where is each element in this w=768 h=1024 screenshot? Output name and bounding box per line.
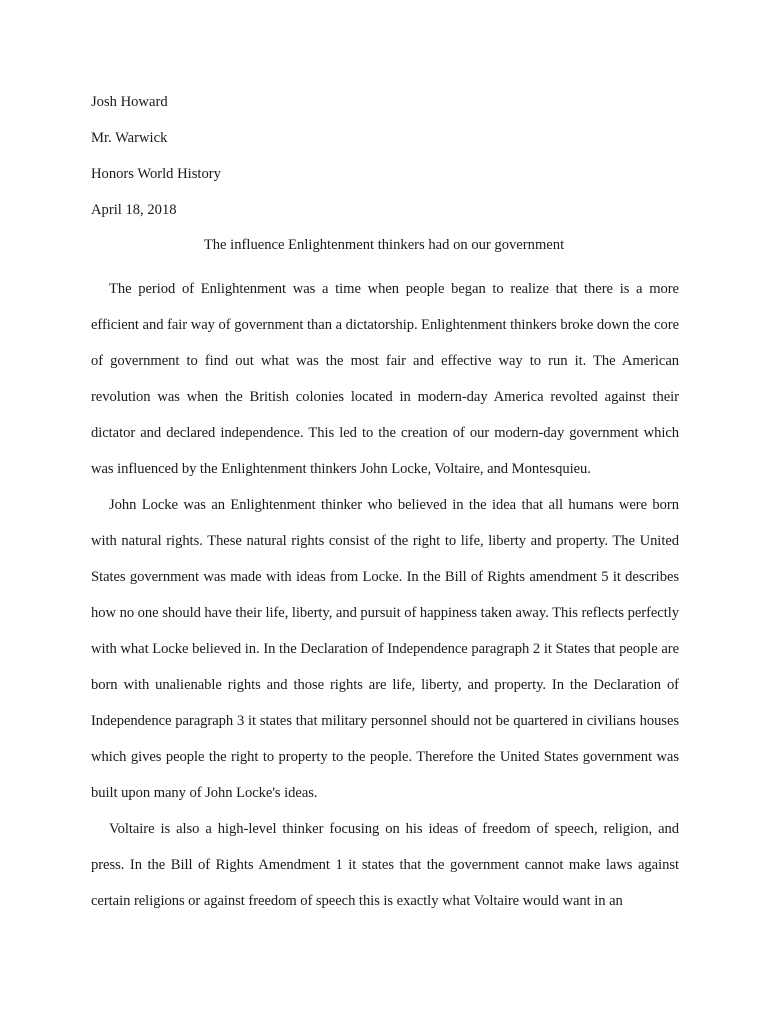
paragraph-1: The period of Enlightenment was a time when people began to realize that there is a more efficient and fair way of government than a dictatorship. Enlightenment thinkers broke down the core of government to find out what was the most fair and effective way to run it. The American revolution was when the British colonies located in modern-day America revolted against their dictator and declared independence. This led to the creation of our modern-day government which was influenced by the Enlightenment thinkers John Locke, Voltaire, and Montesquieu. [91, 281, 679, 477]
essay-body [91, 271, 679, 919]
paragraph-2: John Locke was an Enlightenment thinker who believed in the idea that all humans were born with natural rights. These natural rights consist of the right to life, liberty and property. The United States government was made with ideas from Locke. In the Bill of Rights amendment 5 it describes how no one should have their life, liberty, and pursuit of happiness taken away. This reflects perfectly with what Locke believed in. In the Declaration of Independence paragraph 2 it States that people are born with unalienable rights and those rights are life, liberty, and property. In the Declaration of Independence paragraph 3 it states that military personnel should not be quartered in civilians houses which gives people the right to property to the people. Therefore the United States government was built upon many of John Locke's ideas. [91, 497, 679, 801]
teacher-name: Mr. Warwick [91, 130, 168, 146]
course-name: Honors World History [91, 166, 221, 182]
essay-date: April 18, 2018 [91, 202, 177, 218]
essay-title: The influence Enlightenment thinkers had on our government [203, 237, 565, 253]
paragraph-3: Voltaire is also a high-level thinker focusing on his ideas of freedom of speech, religion, and press. In the Bill of Rights Amendment 1 it states that the government cannot make laws against certain religions or against freedom of speech this is exactly what Voltaire would want in an [91, 821, 679, 909]
student-name: Josh Howard [91, 94, 168, 110]
